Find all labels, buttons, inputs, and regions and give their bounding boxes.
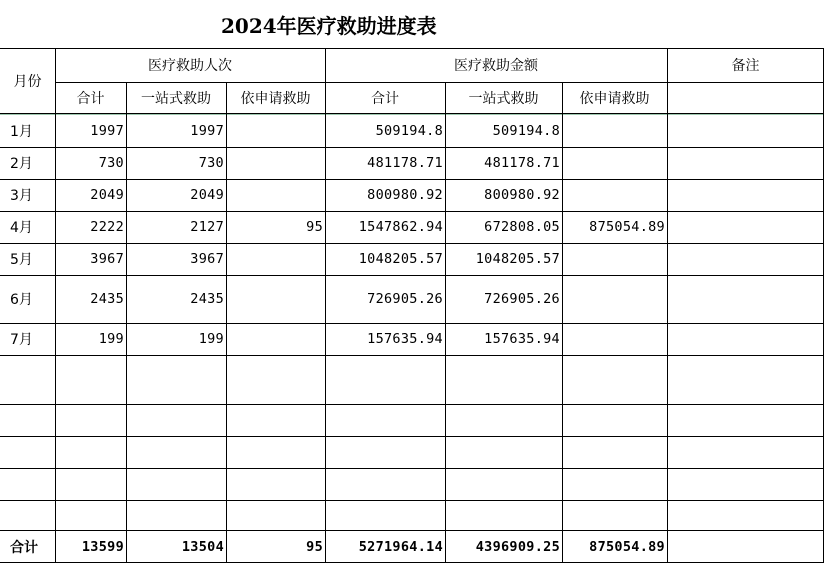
- empty-cell[interactable]: [445, 500, 562, 530]
- cell-amount-total[interactable]: 509194.8: [375, 122, 443, 139]
- empty-cell[interactable]: [445, 436, 562, 468]
- header-people-group[interactable]: 医疗救助人次: [148, 58, 232, 74]
- grid-line-horizontal: [0, 243, 824, 244]
- empty-cell[interactable]: [445, 355, 562, 404]
- cell-amount-onestop[interactable]: 481178.71: [484, 155, 560, 171]
- grid-line-horizontal: [55, 82, 667, 83]
- cell-month[interactable]: 4月: [10, 220, 33, 236]
- cell-remark[interactable]: [667, 179, 824, 211]
- empty-cell[interactable]: [226, 500, 325, 530]
- empty-cell[interactable]: [55, 500, 126, 530]
- header-separator-line: [0, 114, 824, 115]
- cell-month[interactable]: 1月: [10, 123, 33, 140]
- grid-line-horizontal: [0, 147, 824, 148]
- cell-people-onestop[interactable]: 2435: [190, 291, 224, 307]
- empty-cell[interactable]: [667, 436, 824, 468]
- cell-amount-total[interactable]: 157635.94: [367, 331, 443, 347]
- cell-people-apply[interactable]: [226, 323, 325, 355]
- cell-people-apply[interactable]: [226, 179, 325, 211]
- cell-amount-apply[interactable]: [562, 147, 667, 179]
- cell-people-onestop[interactable]: 2049: [190, 187, 224, 203]
- cell-amount-apply[interactable]: [562, 114, 667, 147]
- cell-month[interactable]: 7月: [10, 332, 33, 348]
- header-amount-apply[interactable]: 依申请救助: [579, 91, 650, 107]
- cell-month[interactable]: 5月: [10, 252, 33, 268]
- empty-cell[interactable]: [226, 436, 325, 468]
- cell-people-total[interactable]: 2222: [90, 219, 124, 235]
- empty-cell[interactable]: [0, 436, 55, 468]
- grid-line-horizontal: [0, 404, 824, 405]
- empty-cell[interactable]: [0, 468, 55, 500]
- cell-people-apply[interactable]: [226, 147, 325, 179]
- header-amount-onestop[interactable]: 一站式救助: [468, 91, 539, 107]
- grid-line-horizontal: [0, 436, 824, 437]
- header-amount-group[interactable]: 医疗救助金额: [454, 58, 538, 74]
- cell-people-onestop[interactable]: 730: [198, 155, 224, 171]
- total-amount-apply[interactable]: 875054.89: [589, 538, 665, 555]
- empty-cell[interactable]: [0, 404, 55, 436]
- empty-cell[interactable]: [226, 355, 325, 404]
- grid-line-vertical: [562, 82, 563, 563]
- empty-cell[interactable]: [325, 404, 445, 436]
- header-amount-total[interactable]: 合计: [371, 91, 399, 107]
- cell-remark[interactable]: [667, 275, 824, 323]
- empty-cell[interactable]: [562, 500, 667, 530]
- grid-line-horizontal: [0, 275, 824, 276]
- empty-cell[interactable]: [126, 355, 226, 404]
- cell-amount-apply[interactable]: [562, 243, 667, 275]
- grid-line-horizontal: [0, 48, 824, 49]
- header-people-onestop[interactable]: 一站式救助: [141, 91, 211, 107]
- cell-people-apply[interactable]: [226, 275, 325, 323]
- cell-month[interactable]: 2月: [10, 156, 33, 172]
- cell-month[interactable]: 6月: [10, 292, 33, 308]
- grid-line-horizontal: [667, 82, 824, 83]
- cell-people-total[interactable]: 2435: [90, 291, 124, 307]
- grid-line-horizontal: [0, 211, 824, 212]
- empty-cell[interactable]: [562, 468, 667, 500]
- cell-amount-apply[interactable]: [562, 323, 667, 355]
- cell-amount-total[interactable]: 800980.92: [367, 187, 443, 203]
- empty-cell[interactable]: [55, 404, 126, 436]
- grid-line-horizontal: [0, 500, 824, 501]
- grid-line-vertical: [226, 82, 227, 563]
- empty-cell[interactable]: [126, 500, 226, 530]
- cell-amount-apply[interactable]: [562, 275, 667, 323]
- empty-cell[interactable]: [667, 404, 824, 436]
- cell-amount-onestop[interactable]: 800980.92: [484, 187, 560, 203]
- grid-line-vertical: [325, 48, 326, 563]
- empty-cell[interactable]: [445, 468, 562, 500]
- empty-cell[interactable]: [126, 468, 226, 500]
- total-people-apply[interactable]: 95: [306, 538, 323, 555]
- cell-people-onestop[interactable]: 3967: [190, 251, 224, 267]
- total-amount-total[interactable]: 5271964.14: [358, 538, 443, 555]
- cell-remark[interactable]: [667, 114, 824, 147]
- cell-people-apply[interactable]: 95: [306, 219, 323, 235]
- header-remark-sub[interactable]: [667, 82, 824, 114]
- cell-remark[interactable]: [667, 147, 824, 179]
- cell-people-onestop[interactable]: 1997: [190, 122, 224, 139]
- cell-amount-apply[interactable]: [562, 179, 667, 211]
- empty-cell[interactable]: [126, 436, 226, 468]
- cell-amount-onestop[interactable]: 509194.8: [492, 122, 560, 139]
- totals-label[interactable]: 合计: [10, 539, 38, 556]
- empty-cell[interactable]: [667, 355, 824, 404]
- grid-line-vertical: [667, 48, 668, 563]
- empty-cell[interactable]: [562, 404, 667, 436]
- cell-people-apply[interactable]: [226, 243, 325, 275]
- total-amount-onestop[interactable]: 4396909.25: [475, 538, 560, 555]
- header-month[interactable]: 月份: [13, 74, 42, 90]
- header-people-total[interactable]: 合计: [76, 91, 105, 107]
- grid-line-horizontal: [0, 323, 824, 324]
- cell-amount-total[interactable]: 1547862.94: [358, 219, 443, 235]
- grid-line-horizontal: [0, 468, 824, 469]
- cell-amount-total[interactable]: 1048205.57: [358, 251, 443, 267]
- empty-cell[interactable]: [126, 404, 226, 436]
- cell-remark[interactable]: [667, 243, 824, 275]
- cell-amount-onestop[interactable]: 1048205.57: [475, 251, 560, 267]
- empty-cell[interactable]: [226, 468, 325, 500]
- cell-people-total[interactable]: 199: [98, 331, 124, 347]
- cell-amount-onestop[interactable]: 157635.94: [484, 331, 560, 347]
- cell-amount-total[interactable]: 481178.71: [367, 155, 443, 171]
- empty-cell[interactable]: [562, 436, 667, 468]
- cell-people-total[interactable]: 3967: [90, 251, 124, 267]
- empty-cell[interactable]: [325, 500, 445, 530]
- grid-line-vertical: [126, 82, 127, 563]
- page-title: 2024年医疗救助进度表: [221, 13, 437, 38]
- empty-cell[interactable]: [0, 500, 55, 530]
- grid-line-vertical: [445, 82, 446, 563]
- grid-line-horizontal: [0, 179, 824, 180]
- cell-amount-apply[interactable]: 875054.89: [589, 219, 665, 235]
- cell-remark[interactable]: [667, 323, 824, 355]
- empty-cell[interactable]: [325, 436, 445, 468]
- cell-people-total[interactable]: 1997: [90, 122, 124, 139]
- header-remark[interactable]: 备注: [731, 58, 760, 74]
- empty-cell[interactable]: [55, 355, 126, 404]
- grid-line-horizontal: [0, 530, 824, 531]
- grid-line-vertical: [55, 48, 56, 563]
- cell-amount-total[interactable]: 726905.26: [367, 291, 443, 307]
- cell-people-total[interactable]: 2049: [90, 187, 124, 203]
- empty-cell[interactable]: [0, 355, 55, 404]
- total-people-onestop[interactable]: 13504: [181, 538, 224, 555]
- header-people-apply[interactable]: 依申请救助: [240, 91, 311, 107]
- empty-cell[interactable]: [325, 468, 445, 500]
- empty-cell[interactable]: [667, 500, 824, 530]
- empty-cell[interactable]: [445, 404, 562, 436]
- cell-month[interactable]: 3月: [10, 188, 33, 204]
- grid-line-horizontal: [0, 355, 824, 356]
- empty-cell[interactable]: [562, 355, 667, 404]
- cell-remark[interactable]: [667, 211, 824, 243]
- empty-cell[interactable]: [55, 468, 126, 500]
- empty-cell[interactable]: [667, 468, 824, 500]
- cell-amount-onestop[interactable]: 726905.26: [484, 291, 560, 307]
- total-remark[interactable]: [667, 530, 824, 563]
- cell-people-onestop[interactable]: 2127: [190, 219, 224, 235]
- total-people-total[interactable]: 13599: [81, 538, 124, 555]
- cell-people-total[interactable]: 730: [98, 155, 124, 171]
- cell-people-onestop[interactable]: 199: [198, 331, 224, 347]
- empty-cell[interactable]: [325, 355, 445, 404]
- empty-cell[interactable]: [55, 436, 126, 468]
- cell-amount-onestop[interactable]: 672808.05: [484, 219, 560, 235]
- empty-cell[interactable]: [226, 404, 325, 436]
- cell-people-apply[interactable]: [226, 114, 325, 147]
